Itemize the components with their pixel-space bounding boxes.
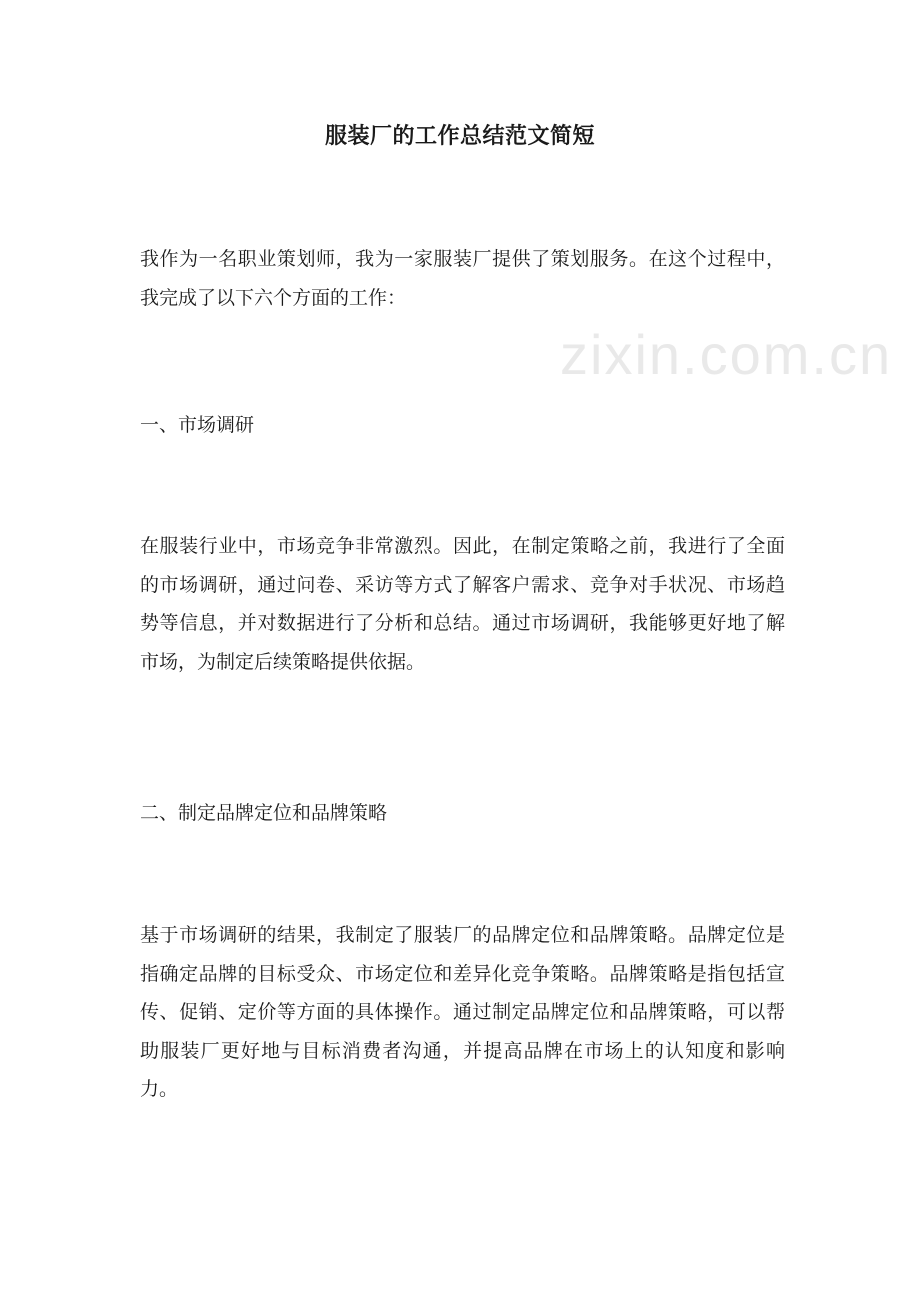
section-body-2: 基于市场调研的结果，我制定了服装厂的品牌定位和品牌策略。品牌定位是指确定品牌的目标受众、市场定位和差异化竞争策略。品牌策略是指包括宣传、促销、定价等方面的具体操作。通过制定品牌定位和品牌策略，可以帮助服装厂更好地与目标消费者沟通，并提高品牌在市场上的认知度和影响力。 (140, 924, 785, 1100)
document-title: 服装厂的工作总结范文简短 (324, 123, 595, 149)
intro-paragraph: 我作为一名职业策划师，我为一家服装厂提供了策划服务。在这个过程中，我完成了以下六个方面的工作： (140, 248, 785, 309)
section-body-1: 在服装行业中，市场竞争非常激烈。因此，在制定策略之前，我进行了全面的市场调研，通过问卷、采访等方式了解客户需求、竞争对手状况、市场趋势等信息，并对数据进行了分析和总结。通过市场调研，我能够更好地了解市场，为制定后续策略提供依据。 (140, 535, 785, 673)
watermark-logo: zixin.com.cn (560, 323, 893, 386)
section-heading-1: 一、市场调研 (140, 414, 255, 436)
section-heading-2: 二、制定品牌定位和品牌策略 (140, 802, 388, 824)
